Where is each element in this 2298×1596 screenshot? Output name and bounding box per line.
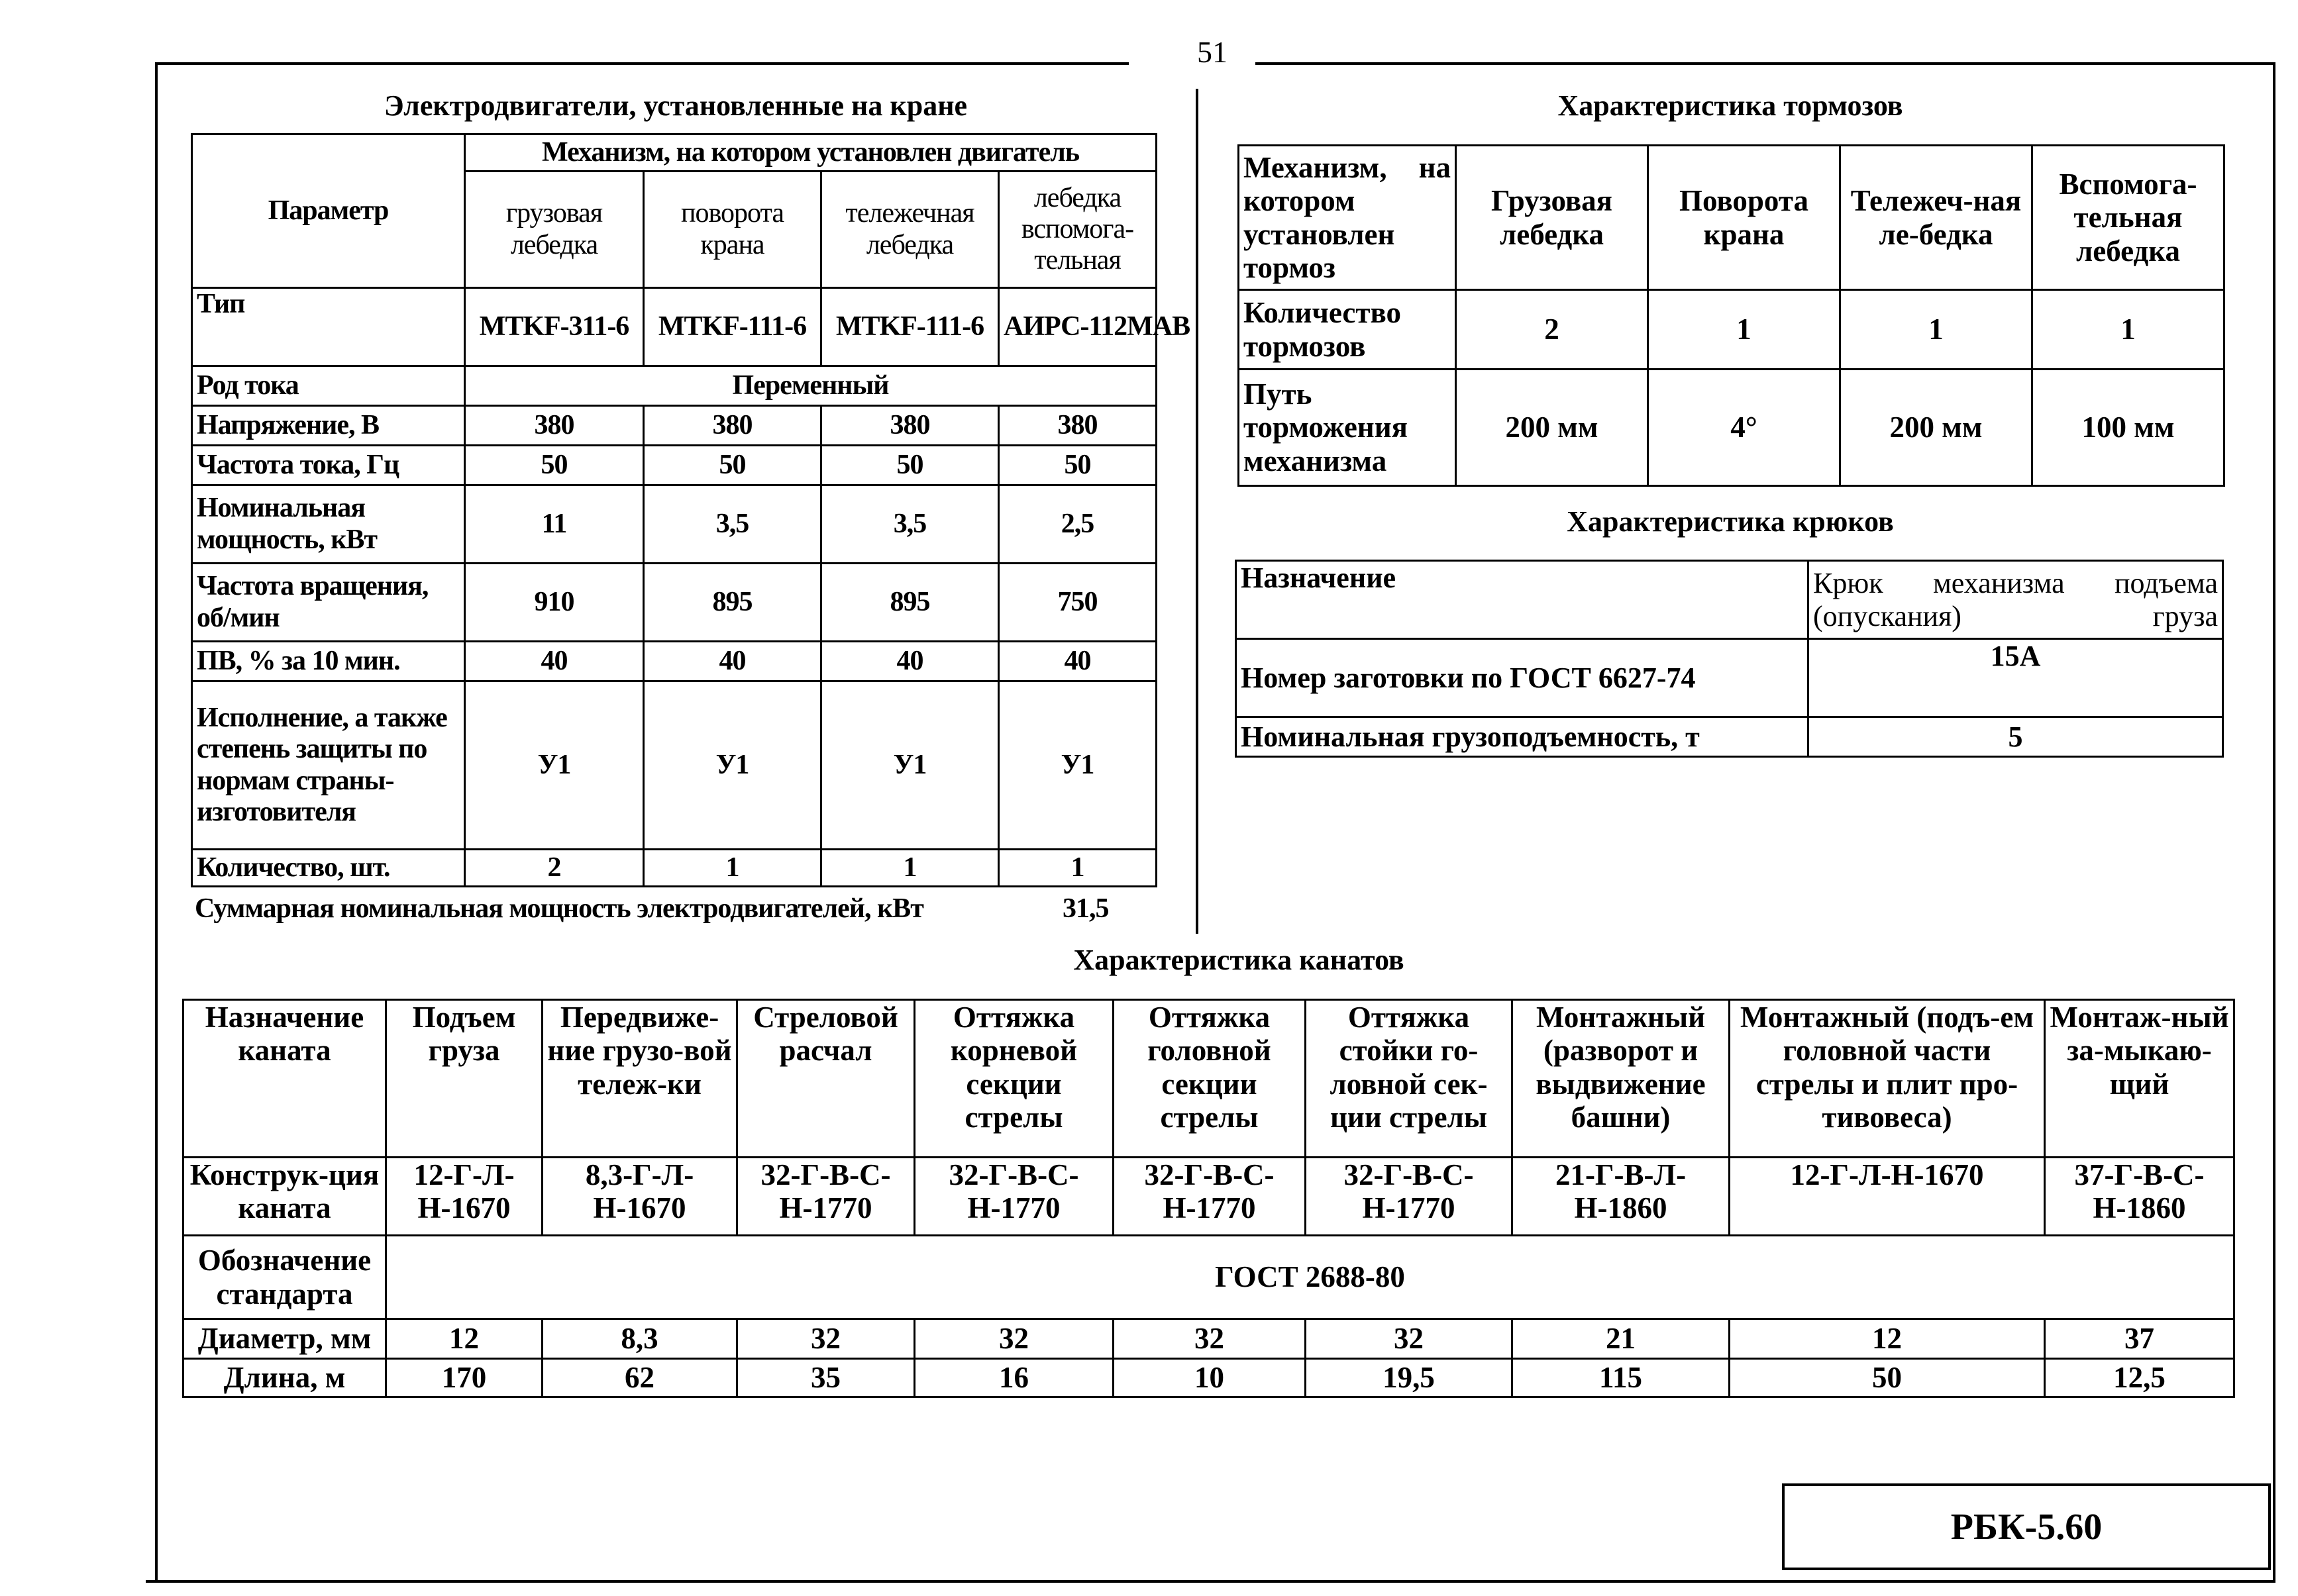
- motors-table: [191, 133, 1190, 887]
- cell: 895: [821, 564, 999, 642]
- cell: 32: [915, 1319, 1114, 1359]
- cell: 12-Г-Л-Н-1670: [386, 1158, 543, 1236]
- cell: 4°: [1648, 370, 1840, 486]
- cell: 910: [465, 564, 644, 642]
- cell: 62: [543, 1359, 737, 1397]
- ropes-table: [182, 999, 2235, 1398]
- col-header: грузовая лебедка: [465, 172, 644, 288]
- cell: 200 мм: [1840, 370, 2032, 486]
- row-label: Номинальная грузоподъемность, т: [1236, 717, 1808, 757]
- cell: MTKF-111-6: [644, 288, 821, 366]
- column-divider: [1196, 89, 1198, 934]
- cell: 32: [1114, 1319, 1306, 1359]
- merged-cell: ГОСТ 2688-80: [386, 1236, 2234, 1319]
- cell: 50: [465, 446, 644, 485]
- cell: У1: [999, 681, 1157, 850]
- cell: 895: [644, 564, 821, 642]
- row-label: Длина, м: [183, 1359, 386, 1397]
- row-label: Номер заготовки по ГОСТ 6627-74: [1236, 639, 1808, 717]
- col-header: Подъем груза: [386, 1000, 543, 1158]
- cell: 115: [1512, 1359, 1730, 1397]
- cell: 3,5: [644, 485, 821, 564]
- cell: 32-Г-В-С-Н-1770: [737, 1158, 915, 1236]
- cell: 32: [1306, 1319, 1512, 1359]
- row-label: Исполнение, а также степень защиты по нормам страны-изготовителя: [192, 681, 465, 850]
- cell: 380: [465, 406, 644, 446]
- row-label: Назначение: [1236, 561, 1808, 639]
- cell: 1: [999, 850, 1157, 887]
- cell: 1: [1840, 290, 2032, 370]
- frame-left: [155, 62, 158, 1583]
- cell: 40: [821, 642, 999, 681]
- hooks-title: Характеристика крюков: [1567, 505, 1894, 538]
- hooks-table: [1235, 560, 2224, 758]
- motors-title: Электродвигатели, установленные на кране: [384, 89, 968, 122]
- cell: 21-Г-В-Л-Н-1860: [1512, 1158, 1730, 1236]
- cell: 380: [644, 406, 821, 446]
- col-header: Передвиже-ние грузо-вой тележ-ки: [543, 1000, 737, 1158]
- col-header: Монтажный (разворот и выдвижение башни): [1512, 1000, 1730, 1158]
- rope-header-label: Назначение каната: [183, 1000, 386, 1158]
- row-label: Номинальная мощность, кВт: [192, 485, 465, 564]
- param-header: Параметр: [192, 134, 465, 288]
- frame-top-right: [1255, 62, 2275, 65]
- col-header: Тележеч-ная ле-бедка: [1840, 146, 2032, 290]
- cell: 380: [821, 406, 999, 446]
- cell: 10: [1114, 1359, 1306, 1397]
- cell: 1: [644, 850, 821, 887]
- cell: 8,3: [543, 1319, 737, 1359]
- cell: 2: [465, 850, 644, 887]
- page-number: 51: [1197, 35, 1227, 69]
- total-power-value: 31,5: [1063, 893, 1109, 924]
- col-header: тележечная лебедка: [821, 172, 999, 288]
- brake-header-label: Механизм, на котором установлен тормоз: [1239, 146, 1456, 290]
- row-label: Напряжение, В: [192, 406, 465, 446]
- cell: 37: [2045, 1319, 2234, 1359]
- cell: MTKF-311-6: [465, 288, 644, 366]
- cell: 32-Г-В-С-Н-1770: [1114, 1158, 1306, 1236]
- col-header: Вспомога-тельная лебедка: [2032, 146, 2224, 290]
- merged-cell: Переменный: [465, 366, 1157, 406]
- cell: 50: [821, 446, 999, 485]
- document-code-stamp: [1782, 1483, 2271, 1570]
- cell: 5: [1808, 717, 2223, 757]
- brakes-title: Характеристика тормозов: [1557, 89, 1903, 122]
- cell: 50: [644, 446, 821, 485]
- row-label: Путь торможения механизма: [1239, 370, 1456, 486]
- row-label: Частота вращения, об/мин: [192, 564, 465, 642]
- row-label: Конструк-ция каната: [183, 1158, 386, 1236]
- row-label: Обозначение стандарта: [183, 1236, 386, 1319]
- cell: 12: [1730, 1319, 2045, 1359]
- cell: MTKF-111-6: [821, 288, 999, 366]
- col-header: Поворота крана: [1648, 146, 1840, 290]
- col-header: поворота крана: [644, 172, 821, 288]
- cell: 1: [2032, 290, 2224, 370]
- col-header: Монтаж-ный за-мыкаю-щий: [2045, 1000, 2234, 1158]
- cell: 380: [999, 406, 1157, 446]
- cell: 16: [915, 1359, 1114, 1397]
- row-label: ПВ, % за 10 мин.: [192, 642, 465, 681]
- cell: 1: [821, 850, 999, 887]
- cell: 15А: [1808, 639, 2223, 717]
- row-label: Диаметр, мм: [183, 1319, 386, 1359]
- col-header: Грузовая лебедка: [1456, 146, 1648, 290]
- cell: 32-Г-В-С-Н-1770: [1306, 1158, 1512, 1236]
- cell: 750: [999, 564, 1157, 642]
- frame-bottom: [146, 1580, 2275, 1583]
- cell: 40: [465, 642, 644, 681]
- cell: 40: [999, 642, 1157, 681]
- mechanism-header: Механизм, на котором установлен двигатель: [465, 134, 1157, 172]
- cell: У1: [644, 681, 821, 850]
- cell: 3,5: [821, 485, 999, 564]
- cell: 12,5: [2045, 1359, 2234, 1397]
- cell: 2: [1456, 290, 1648, 370]
- cell: 12: [386, 1319, 543, 1359]
- col-header: Оттяжка стойки го-ловной сек-ции стрелы: [1306, 1000, 1512, 1158]
- cell: У1: [821, 681, 999, 850]
- frame-top-left: [155, 62, 1129, 65]
- document-code: РБК-5.60: [1950, 1506, 2103, 1548]
- cell: 40: [644, 642, 821, 681]
- cell: 32: [737, 1319, 915, 1359]
- cell: 200 мм: [1456, 370, 1648, 486]
- row-label: Количество тормозов: [1239, 290, 1456, 370]
- row-label: Частота тока, Гц: [192, 446, 465, 485]
- cell: Крюк механизма подъема (опускания) груза: [1808, 561, 2223, 639]
- cell: АИРС-112МАВ: [999, 288, 1157, 366]
- cell: 12-Г-Л-Н-1670: [1730, 1158, 2045, 1236]
- frame-right: [2273, 62, 2275, 1583]
- brakes-table: [1237, 144, 2225, 487]
- cell: 50: [1730, 1359, 2045, 1397]
- col-header: Оттяжка головной секции стрелы: [1114, 1000, 1306, 1158]
- total-power-label: Суммарная номинальная мощность электродвигателей, кВт: [195, 893, 923, 924]
- row-label: Тип: [192, 288, 465, 366]
- cell: У1: [465, 681, 644, 850]
- cell: 19,5: [1306, 1359, 1512, 1397]
- cell: 2,5: [999, 485, 1157, 564]
- col-header: Оттяжка корневой секции стрелы: [915, 1000, 1114, 1158]
- cell: 170: [386, 1359, 543, 1397]
- cell: 8,3-Г-Л-Н-1670: [543, 1158, 737, 1236]
- row-label: Количество, шт.: [192, 850, 465, 887]
- cell: 1: [1648, 290, 1840, 370]
- cell: 21: [1512, 1319, 1730, 1359]
- ropes-title: Характеристика канатов: [1073, 944, 1404, 976]
- cell: 11: [465, 485, 644, 564]
- cell: 100 мм: [2032, 370, 2224, 486]
- col-header: лебедка вспомога-тельная: [999, 172, 1157, 288]
- row-label: Род тока: [192, 366, 465, 406]
- cell: 32-Г-В-С-Н-1770: [915, 1158, 1114, 1236]
- col-header: Стреловой расчал: [737, 1000, 915, 1158]
- col-header: Монтажный (подъ-ем головной части стрелы и плит про-тивовеса): [1730, 1000, 2045, 1158]
- cell: 37-Г-В-С-Н-1860: [2045, 1158, 2234, 1236]
- cell: 35: [737, 1359, 915, 1397]
- cell: 50: [999, 446, 1157, 485]
